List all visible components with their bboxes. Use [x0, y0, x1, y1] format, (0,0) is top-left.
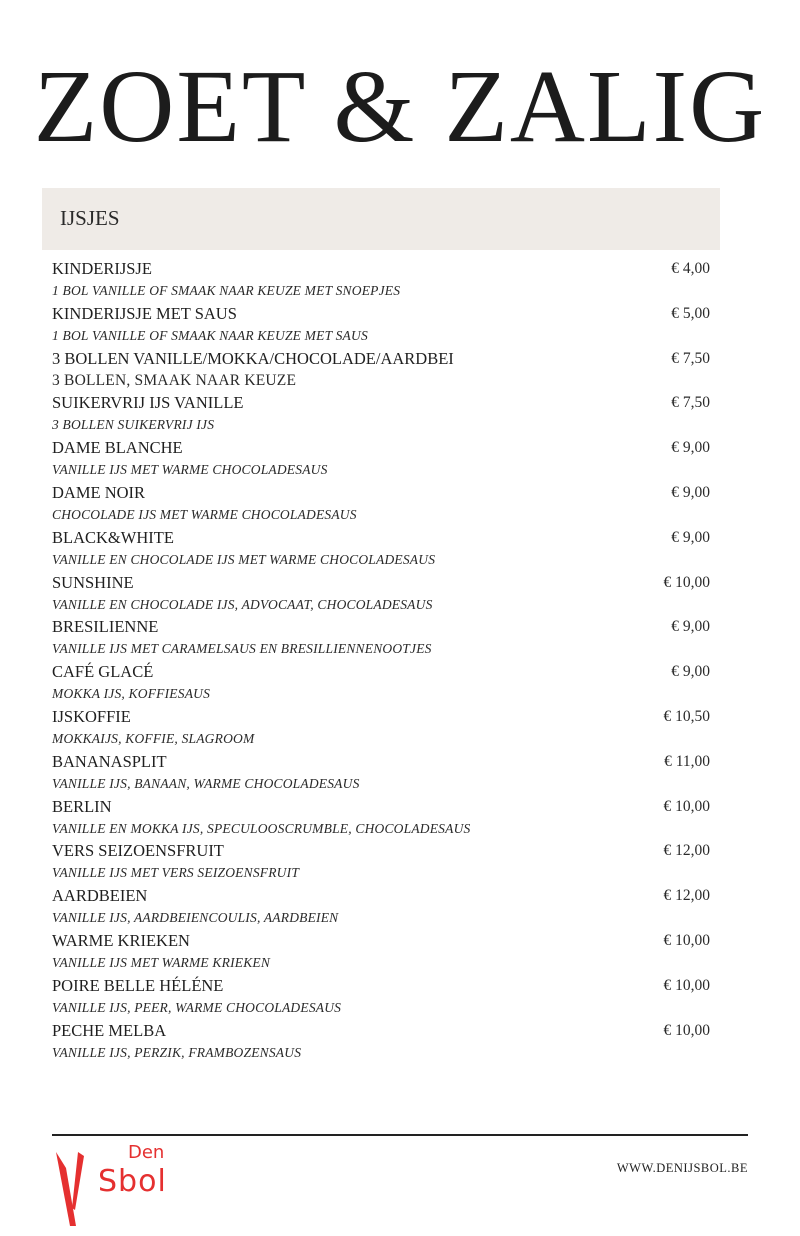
menu-item: [52, 258, 710, 303]
menu-item: [52, 572, 710, 617]
section-header: [42, 188, 720, 250]
item-name: BLACK&WHITE: [52, 527, 174, 547]
item-price: € 11,00: [664, 752, 710, 770]
item-price: € 7,50: [671, 349, 710, 367]
menu-item: [52, 751, 710, 796]
item-price: € 10,50: [663, 707, 710, 725]
item-price: € 9,00: [671, 439, 710, 457]
item-description: MOKKAIJS, KOFFIE, SLAGROOM: [52, 730, 255, 746]
item-name: IJSKOFFIE: [52, 706, 131, 726]
item-price: € 12,00: [663, 842, 710, 860]
menu-item: [52, 392, 710, 437]
item-price: € 10,00: [663, 573, 710, 591]
item-price: € 9,00: [671, 618, 710, 636]
item-description: VANILLE IJS, PERZIK, FRAMBOZENSAUS: [52, 1044, 302, 1060]
item-description: CHOCOLADE IJS MET WARME CHOCOLADESAUS: [52, 506, 357, 522]
page-title: ZOET & ZALIG: [33, 49, 767, 164]
item-name: VERS SEIZOENSFRUIT: [52, 841, 224, 861]
menu-item: [52, 303, 710, 348]
menu-item: [52, 1020, 710, 1065]
menu-item: [52, 616, 710, 661]
menu-item: [52, 437, 710, 482]
item-name: WARME KRIEKEN: [52, 930, 190, 950]
item-description: MOKKA IJS, KOFFIESAUS: [52, 686, 211, 702]
item-description: 3 BOLLEN, SMAAK NAAR KEUZE: [52, 371, 297, 389]
website-link[interactable]: WWW.DENIJSBOL.BE: [616, 1161, 748, 1175]
item-price: € 7,50: [671, 394, 710, 412]
item-name: KINDERIJSJE: [52, 259, 152, 278]
item-name: BERLIN: [52, 796, 112, 816]
item-description: 1 BOL VANILLE OF SMAAK NAAR KEUZE MET SNOEPJES: [52, 283, 401, 298]
item-name: SUIKERVRIJ IJS VANILLE: [52, 393, 244, 413]
item-name: SUNSHINE: [52, 572, 134, 592]
section-title: IJSJES: [60, 206, 120, 230]
menu-item: [52, 975, 710, 1020]
item-name: AARDBEIEN: [52, 886, 148, 906]
item-price: € 12,00: [663, 887, 710, 905]
item-price: € 5,00: [671, 304, 710, 322]
item-description: 1 BOL VANILLE OF SMAAK NAAR KEUZE MET SAUS: [52, 327, 368, 343]
menu-item: [52, 840, 710, 885]
item-name: 3 BOLLEN VANILLE/MOKKA/CHOCOLADE/AARDBEI: [52, 348, 454, 368]
menu-list: [52, 258, 710, 1064]
item-description: VANILLE EN MOKKA IJS, SPECULOOSCRUMBLE, CHOCOLADESAUS: [52, 820, 471, 836]
item-price: € 9,00: [671, 528, 710, 546]
item-price: € 10,00: [663, 797, 710, 815]
item-name: DAME NOIR: [52, 482, 146, 502]
item-name: PECHE MELBA: [52, 1020, 167, 1040]
item-price: € 10,00: [663, 976, 710, 994]
logo-text-den: Den: [128, 1142, 165, 1163]
item-price: € 9,00: [671, 483, 710, 501]
menu-item: [52, 661, 710, 706]
item-name: KINDERIJSJE MET SAUS: [52, 303, 237, 323]
menu-item: [52, 930, 710, 975]
item-description: VANILLE IJS MET CARAMELSAUS EN BRESILLIENNENOOTJES: [52, 641, 432, 657]
item-description: VANILLE IJS MET WARME KRIEKEN: [52, 954, 271, 970]
item-name: POIRE BELLE HÉLÉNE: [52, 975, 224, 995]
item-description: VANILLE EN CHOCOLADE IJS MET WARME CHOCOLADESAUS: [52, 551, 436, 567]
item-price: € 4,00: [671, 260, 710, 277]
menu-item: [52, 527, 710, 572]
item-description: VANILLE IJS MET VERS SEIZOENSFRUIT: [52, 865, 300, 881]
item-name: DAME BLANCHE: [52, 438, 183, 458]
menu-item: [52, 482, 710, 527]
item-description: VANILLE IJS, AARDBEIENCOULIS, AARDBEIEN: [52, 910, 339, 926]
item-description: VANILLE IJS, BANAAN, WARME CHOCOLADESAUS: [52, 775, 360, 791]
item-name: BANANASPLIT: [52, 751, 167, 771]
item-name: CAFÉ GLACÉ: [52, 662, 154, 682]
footer-divider: [52, 1134, 748, 1136]
logo-text-sbol: Sbol: [98, 1164, 167, 1199]
menu-item: [52, 348, 710, 393]
item-name: BRESILIENNE: [52, 617, 159, 637]
item-description: VANILLE IJS MET WARME CHOCOLADESAUS: [52, 462, 328, 478]
item-description: 3 BOLLEN SUIKERVRIJ IJS: [52, 417, 215, 433]
item-description: VANILLE IJS, PEER, WARME CHOCOLADESAUS: [52, 999, 342, 1015]
cone-mark-icon: [54, 1148, 98, 1230]
item-price: € 9,00: [671, 663, 710, 681]
item-price: € 10,00: [663, 931, 710, 949]
menu-item: [52, 796, 710, 841]
menu-item: [52, 706, 710, 751]
item-description: VANILLE EN CHOCOLADE IJS, ADVOCAAT, CHOCOLADESAUS: [52, 596, 433, 612]
menu-item: [52, 885, 710, 930]
item-price: € 10,00: [663, 1021, 710, 1039]
brand-logo: [54, 1142, 214, 1232]
